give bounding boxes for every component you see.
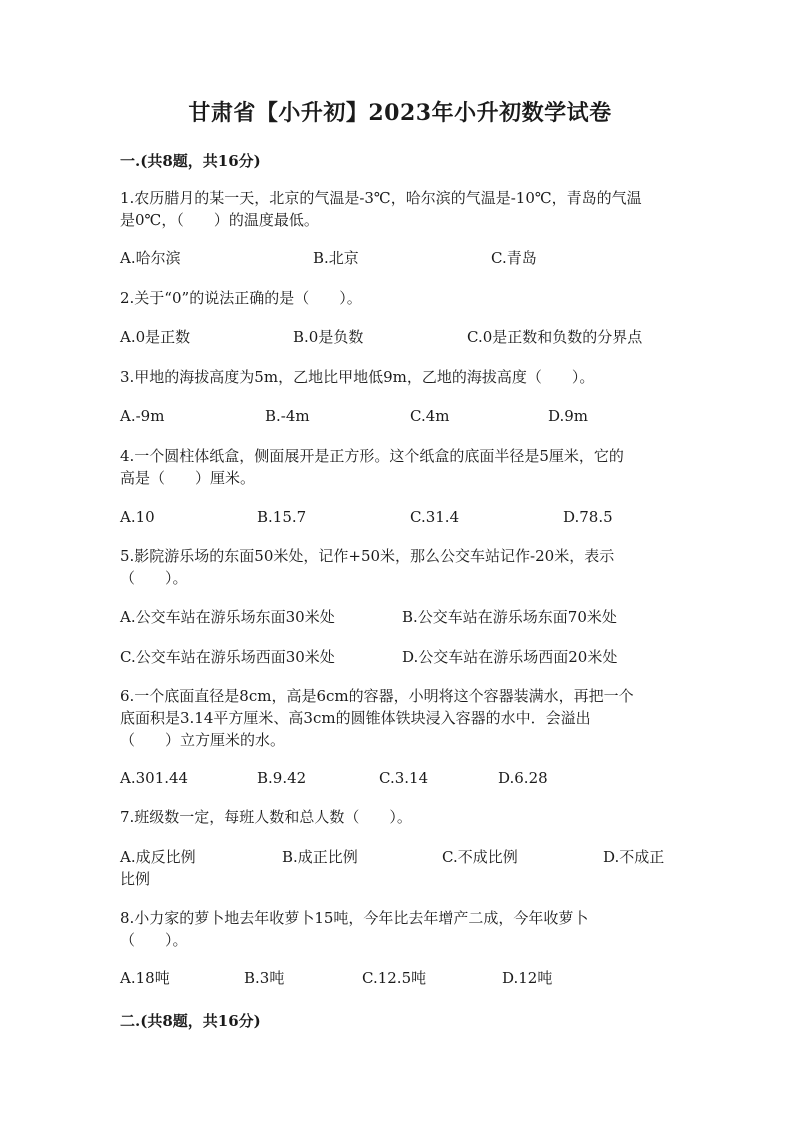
question-line: 1.农历腊月的某一天，北京的气温是-3℃，哈尔滨的气温是-10℃，青岛的气温: [120, 189, 642, 207]
question-5: [120, 545, 680, 589]
question-7: [120, 806, 680, 828]
option-c[interactable]: C.3.14: [379, 769, 429, 787]
question-line: （ ）立方厘米的水。: [120, 731, 286, 749]
option-c[interactable]: C.0是正数和负数的分界点: [467, 328, 643, 346]
option-b[interactable]: B.0是负数: [293, 328, 364, 346]
options-2: [120, 326, 680, 348]
option-b[interactable]: B.3吨: [244, 969, 285, 987]
option-a[interactable]: A.0是正数: [120, 328, 191, 346]
option-c[interactable]: C.31.4: [410, 508, 460, 526]
option-b[interactable]: B.公交车站在游乐场东面70米处: [402, 608, 617, 626]
option-a[interactable]: A.公交车站在游乐场东面30米处: [120, 608, 335, 626]
question-line: 2.关于“0”的说法正确的是（ ）。: [120, 289, 362, 307]
question-1: [120, 187, 680, 231]
question-line: （ ）。: [120, 569, 188, 587]
option-c[interactable]: C.公交车站在游乐场西面30米处: [120, 648, 335, 666]
option-d[interactable]: D.公交车站在游乐场西面20米处: [402, 648, 618, 666]
options-8: [120, 967, 680, 989]
options-7-wrap: [120, 868, 680, 890]
question-line: 6.一个底面直径是8cm，高是6cm的容器，小明将这个容器装满水，再把一个: [120, 687, 634, 705]
options-1: [120, 247, 680, 269]
question-line: 是0℃，（ ）的温度最低。: [120, 211, 319, 229]
option-d[interactable]: D.9m: [548, 407, 589, 425]
option-a[interactable]: A.-9m: [120, 407, 165, 425]
question-2: [120, 287, 680, 309]
exam-title: 甘肃省【小升初】2023年小升初数学试卷: [188, 100, 612, 126]
section-heading-1: 一.(共8题，共16分): [120, 152, 261, 170]
question-line: 8.小力家的萝卜地去年收萝卜15吨，今年比去年增产二成，今年收萝卜: [120, 909, 589, 927]
question-8: [120, 907, 680, 951]
question-line: 高是（ ）厘米。: [120, 469, 256, 487]
options-5-row1: [120, 606, 680, 628]
option-d[interactable]: D.12吨: [502, 969, 553, 987]
question-line: 5.影院游乐场的东面50米处，记作+50米，那么公交车站记作-20米，表示: [120, 547, 615, 565]
option-a[interactable]: A.哈尔滨: [120, 249, 181, 267]
question-3: [120, 366, 680, 388]
option-d[interactable]: D.6.28: [498, 769, 548, 787]
option-c[interactable]: C.青岛: [491, 249, 537, 267]
options-4: [120, 506, 680, 528]
question-line: 3.甲地的海拔高度为5m，乙地比甲地低9m，乙地的海拔高度（ ）。: [120, 368, 595, 386]
options-3: [120, 405, 680, 427]
question-4: [120, 445, 680, 489]
options-7: [120, 846, 680, 868]
option-c[interactable]: C.12.5吨: [362, 969, 427, 987]
option-d[interactable]: D.78.5: [563, 508, 613, 526]
option-c[interactable]: C.不成比例: [442, 848, 518, 866]
option-b[interactable]: B.-4m: [265, 407, 310, 425]
options-6: [120, 767, 680, 789]
option-a[interactable]: A.301.44: [120, 769, 189, 787]
question-6: [120, 685, 680, 751]
option-b[interactable]: B.9.42: [257, 769, 307, 787]
option-d-continued: 比例: [120, 870, 151, 888]
option-a[interactable]: A.10: [120, 508, 155, 526]
option-a[interactable]: A.18吨: [120, 969, 170, 987]
options-5-row2: [120, 646, 680, 668]
question-line: 底面积是3.14平方厘米、高3cm的圆锥体铁块浸入容器的水中．会溢出: [120, 709, 591, 727]
option-b[interactable]: B.15.7: [257, 508, 307, 526]
option-a[interactable]: A.成反比例: [120, 848, 196, 866]
question-line: （ ）。: [120, 931, 188, 949]
question-line: 7.班级数一定，每班人数和总人数（ ）。: [120, 808, 412, 826]
option-c[interactable]: C.4m: [410, 407, 450, 425]
question-line: 4.一个圆柱体纸盒，侧面展开是正方形。这个纸盒的底面半径是5厘米，它的: [120, 447, 624, 465]
section-heading-2: 二.(共8题，共16分): [120, 1012, 261, 1030]
option-d[interactable]: D.不成正: [603, 848, 665, 866]
option-b[interactable]: B.成正比例: [282, 848, 358, 866]
option-b[interactable]: B.北京: [313, 249, 359, 267]
